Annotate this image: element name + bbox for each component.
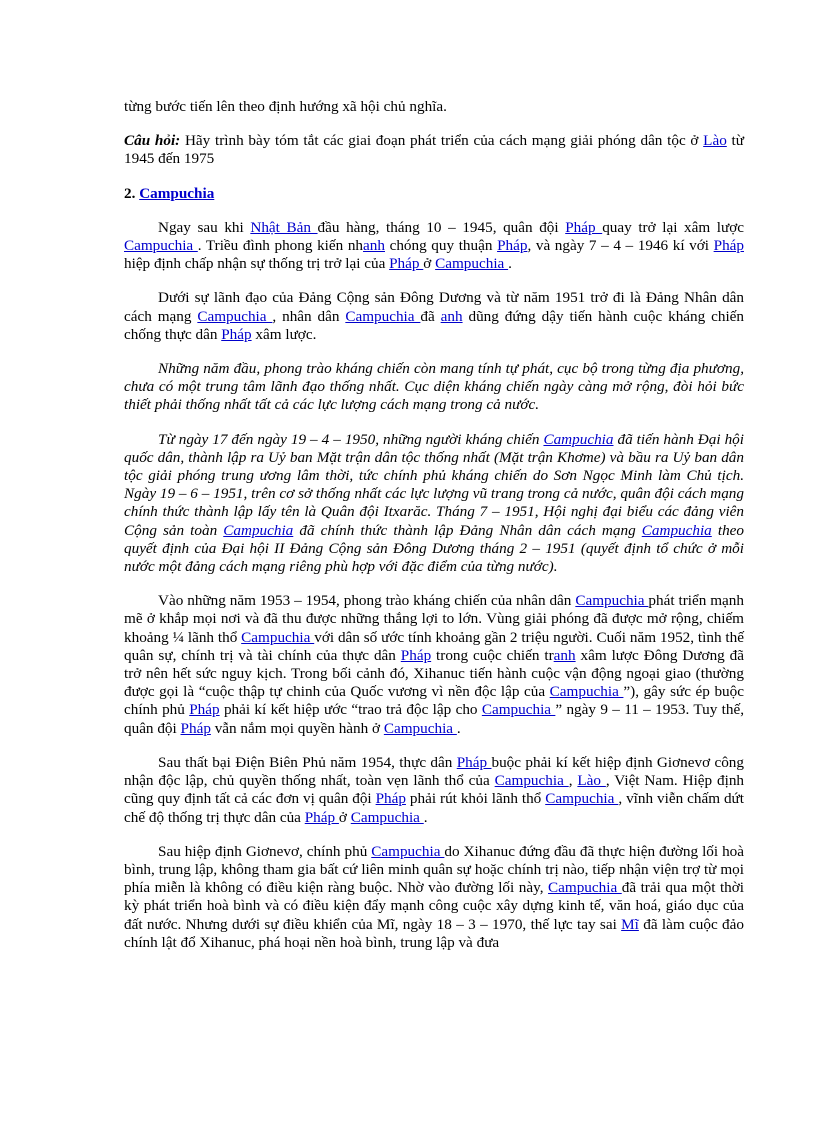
section-number: 2. — [124, 184, 140, 202]
link-campuchia[interactable]: Campuchia — [481, 701, 556, 719]
link-anh[interactable]: anh — [553, 646, 576, 664]
paragraph-3: Những năm đầu, phong trào kháng chiến còn mang tính tự phát, cục bộ trong từng địa phương, chưa có một trung tâm lãnh đạo thống nhất. Cục diện kháng chiến ngày càng mở rộng, đòi hỏi bức thiết phải thống nhất tất cả các lực lượng cách mạng trong cả nước. — [124, 360, 744, 414]
link-phap[interactable]: Pháp — [565, 218, 603, 236]
link-campuchia[interactable]: Campuchia — [548, 879, 622, 897]
paragraph-1: Ngay sau khi Nhật Bản đầu hàng, tháng 10 – 1945, quân đội Pháp quay trở lại xâm lược Campuchia . Triều đình phong kiến nhanh chóng quy thuận Pháp, và ngày 7 – 4 – 1946 kí với Pháp hiệp định chấp nhận sự thống trị trở lại của Pháp ở Campuchia . — [124, 218, 744, 273]
question-paragraph — [124, 132, 744, 168]
link-anh[interactable]: anh — [363, 237, 385, 255]
link-campuchia[interactable]: Campuchia — [223, 521, 294, 539]
link-phap[interactable]: Pháp — [400, 646, 432, 664]
link-campuchia[interactable]: Campuchia — [575, 592, 649, 610]
link-campuchia[interactable]: Campuchia — [350, 808, 424, 826]
link-phap[interactable]: Pháp — [304, 808, 339, 826]
question-text: Hãy trình bày tóm tắt các giai đoạn phát triển của cách mạng giải phóng dân tộc ở — [180, 132, 704, 150]
document-page — [124, 98, 744, 952]
section-heading — [124, 185, 744, 203]
link-campuchia[interactable]: Campuchia — [345, 307, 421, 325]
link-phap[interactable]: Pháp — [375, 790, 406, 808]
link-campuchia[interactable]: Campuchia — [197, 307, 273, 325]
link-phap[interactable]: Pháp — [713, 237, 744, 255]
paragraph-2: Dưới sự lãnh đạo của Đảng Cộng sản Đông Dương và từ năm 1951 trở đi là Đảng Nhân dân cách mạng Campuchia , nhân dân Campuchia đã anh dũng đứng dậy tiến hành cuộc kháng chiến chống thực dân Pháp xâm lược. — [124, 289, 744, 343]
link-phap[interactable]: Pháp — [221, 325, 252, 343]
link-campuchia[interactable]: Campuchia — [241, 628, 315, 646]
paragraph-4: Từ ngày 17 đến ngày 19 – 4 – 1950, những người kháng chiến Campuchia đã tiến hành Đại hội quốc dân, thành lập ra Uỷ ban Mặt trận dân tộc thống nhất (Mặt trận Khơme) và bầu ra Uỷ ban dân tộc giải phóng trung ương lâm thời, tức chính phủ kháng chiến do Sơn Ngọc Minh làm Chủ tịch. Ngày 19 – 6 – 1951, trên cơ sở thống nhất các lực lượng vũ trang trong cả nước, quân đội cách mạng chính thức thành lập lấy tên là Quân đội Itxarăc. Tháng 7 – 1951, Hội nghị đại biểu các đảng viên Cộng sản toàn Campuchia đã chính thức thành lập Đảng Nhân dân cách mạng Campuchia theo quyết định của Đại hội II Đảng Cộng sản Đông Dương tháng 2 – 1951 (quyết định tổ chức ở mỗi nước một đảng cách mạng riêng phù hợp với đặc điểm của từng nước). — [124, 430, 745, 576]
link-phap[interactable]: Pháp — [189, 701, 220, 719]
link-campuchia[interactable]: Campuchia — [371, 842, 445, 860]
paragraph-6: Sau thất bại Điện Biên Phủ năm 1954, thực dân Pháp buộc phải kí kết hiệp định Giơnevơ công nhận độc lập, chủ quyền thống nhất, toàn vẹn lãnh thổ của Campuchia , Lào , Việt Nam. Hiệp định cũng quy định tất cả các đơn vị quân đội Pháp phải rút khỏi lãnh thổ Campuchia , vĩnh viễn chấm dứt chế độ thống trị thực dân của Pháp ở Campuchia . — [124, 753, 745, 826]
link-anh[interactable]: anh — [440, 307, 463, 325]
link-lao[interactable]: Lào — [703, 132, 727, 150]
paragraph-5: Vào những năm 1953 – 1954, phong trào kháng chiến của nhân dân Campuchia phát triển mạnh mẽ ở khắp mọi nơi và đã thu được những thắng lợi to lớn. Vùng giải phóng đã được mở rộng, chiếm khoảng ¼ lãnh thổ Campuchia với dân số ước tính khoảng gần 2 triệu người. Cuối năm 1952, tình thế quân sự, chính trị và tài chính của thực dân Pháp trong cuộc chiến tranh xâm lược Đông Dương đã trở nên hết sức nguy kịch. Trong bối cảnh đó, Xihanuc tiến hành cuộc vận động ngoại giao (thường được gọi là “cuộc thập tự chinh của Quốc vương vì nền độc lập của Campuchia ”), gây sức ép buộc chính phủ Pháp phải kí kết hiệp ước “trao trả độc lập cho Campuchia ” ngày 9 – 11 – 1953. Tuy thế, quân đội Pháp vẫn nắm mọi quyền hành ở Campuchia . — [124, 592, 744, 737]
link-campuchia[interactable]: Campuchia — [549, 683, 624, 701]
link-nhat-ban[interactable]: Nhật Bản — [250, 218, 318, 236]
paragraph-7: Sau hiệp định Giơnevơ, chính phủ Campuchia do Xihanuc đứng đầu đã thực hiện đường lối hoà bình, trung lập, không tham gia bất cứ liên minh quân sự hoặc chính trị nào, tiếp nhận viện trợ từ mọi phía miễn là không có điều kiện ràng buộc. Nhờ vào đường lối này, Campuchia đã trải qua một thời kỳ phát triển hoà bình và có điều kiện đẩy mạnh công cuộc xây dựng kinh tế, văn hoá, giáo dục của đất nước. Nhưng dưới sự điều khiển của Mĩ, ngày 18 – 3 – 1970, thế lực tay sai Mĩ đã làm cuộc đảo chính lật đổ Xihanuc, phá hoại nền hoà bình, trung lập và đưa — [124, 842, 745, 951]
link-phap[interactable]: Pháp — [456, 753, 492, 771]
intro-paragraph — [124, 98, 744, 116]
link-phap[interactable]: Pháp — [389, 255, 424, 273]
link-campuchia[interactable]: Campuchia — [435, 255, 509, 273]
intro-text: từng bước tiến lên theo định hướng xã hội chủ nghĩa. — [124, 98, 447, 115]
link-phap[interactable]: Pháp — [497, 237, 528, 255]
link-campuchia[interactable]: Campuchia — [383, 719, 457, 737]
question-label: Câu hỏi: — [124, 132, 181, 150]
question-tail: từ 1945 đến 1975 — [124, 132, 744, 168]
link-campuchia[interactable]: Campuchia — [641, 521, 712, 539]
link-campuchia[interactable]: Campuchia — [494, 772, 569, 790]
link-campuchia[interactable]: Campuchia — [124, 237, 198, 255]
section-title-link[interactable]: Campuchia — [139, 184, 215, 202]
link-lao[interactable]: Lào — [577, 772, 606, 790]
link-campuchia[interactable]: Campuchia — [543, 430, 614, 448]
link-campuchia[interactable]: Campuchia — [545, 790, 619, 808]
link-phap[interactable]: Pháp — [180, 719, 211, 737]
link-mi[interactable]: Mĩ — [621, 915, 639, 933]
